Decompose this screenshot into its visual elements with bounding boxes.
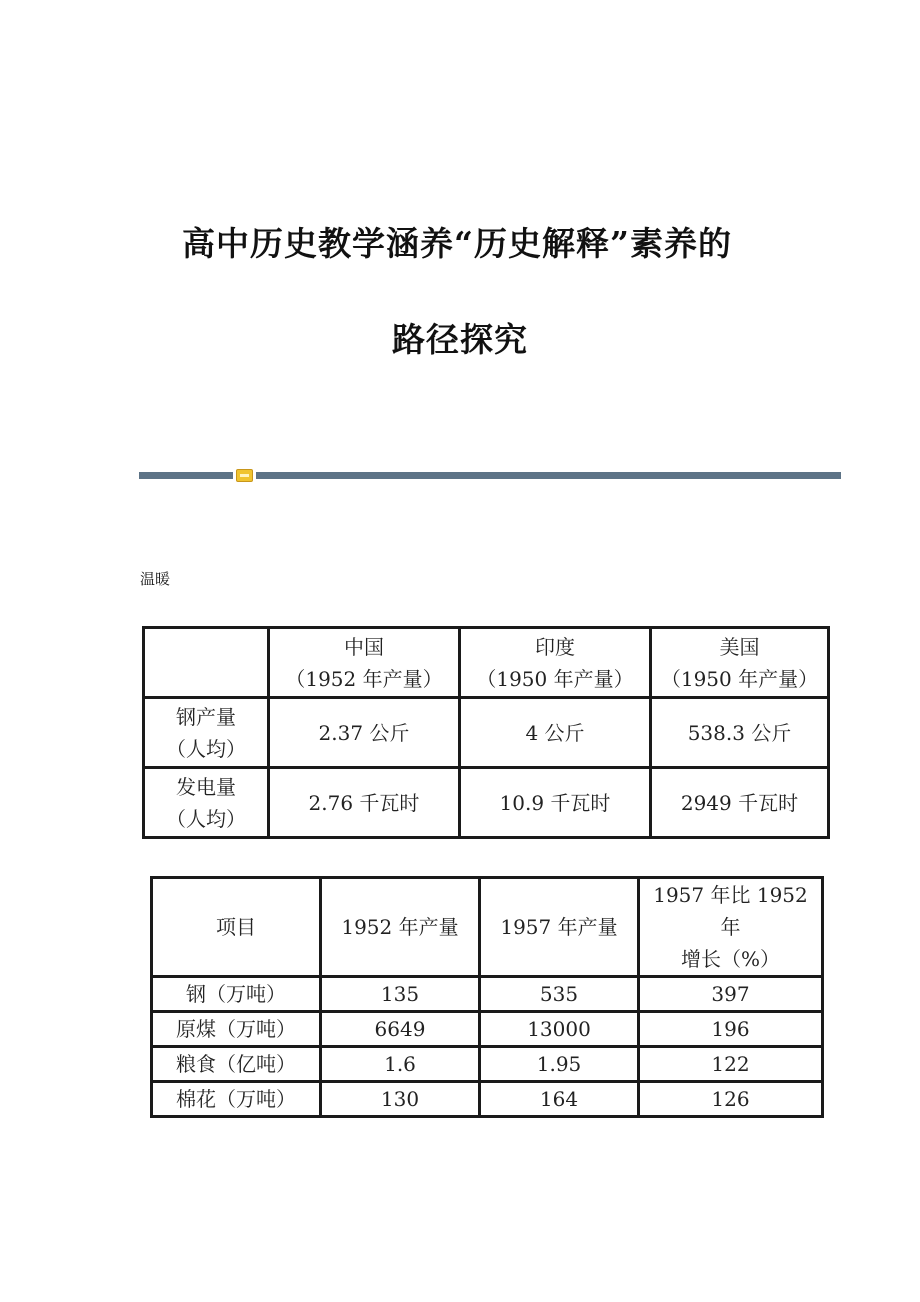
table-cell: 6649 <box>321 1012 480 1047</box>
table-cell: 钢（万吨） <box>152 977 321 1012</box>
table-row <box>152 1012 823 1047</box>
table-cell: 2.37 公斤 <box>269 698 460 768</box>
title-divider-left <box>139 472 233 479</box>
table-cell: 13000 <box>480 1012 639 1047</box>
table-header-cell: 1957 年产量 <box>480 878 639 977</box>
table-cell: 538.3 公斤 <box>651 698 829 768</box>
table-cell: 122 <box>639 1047 823 1082</box>
title-divider-right <box>256 472 841 479</box>
table-cell: 粮食（亿吨） <box>152 1047 321 1082</box>
table-header-row <box>152 878 823 977</box>
table-cell: 棉花（万吨） <box>152 1082 321 1117</box>
table-cell: 130 <box>321 1082 480 1117</box>
table-header-cell: 项目 <box>152 878 321 977</box>
table-cell: 发电量 （人均） <box>144 768 269 838</box>
table-cell: 535 <box>480 977 639 1012</box>
table-row <box>144 768 829 838</box>
table-cell: 钢产量 （人均） <box>144 698 269 768</box>
table-cell: 2.76 千瓦时 <box>269 768 460 838</box>
table-cell: 2949 千瓦时 <box>651 768 829 838</box>
table-cell: 1.95 <box>480 1047 639 1082</box>
table-header-cell: 1957 年比 1952 年 增长（%） <box>639 878 823 977</box>
table-cell: 10.9 千瓦时 <box>460 768 651 838</box>
author-name: 温暖 <box>140 570 171 588</box>
table-cell: 126 <box>639 1082 823 1117</box>
table-cell: 397 <box>639 977 823 1012</box>
table-cell: 135 <box>321 977 480 1012</box>
per-capita-comparison-table <box>142 626 830 839</box>
table-header-cell: 1952 年产量 <box>321 878 480 977</box>
table-row <box>152 1082 823 1117</box>
table-row <box>144 698 829 768</box>
table-cell: 原煤（万吨） <box>152 1012 321 1047</box>
table-cell: 4 公斤 <box>460 698 651 768</box>
table-header-cell: 印度 （1950 年产量） <box>460 628 651 698</box>
table-header-cell: 中国 （1952 年产量） <box>269 628 460 698</box>
envelope-icon <box>236 469 253 482</box>
production-growth-table <box>150 876 824 1118</box>
document-title-line-2: 路径探究 <box>392 320 528 359</box>
table-cell: 1.6 <box>321 1047 480 1082</box>
table-header-cell: 美国 （1950 年产量） <box>651 628 829 698</box>
table-header-cell <box>144 628 269 698</box>
document-title-line-1: 高中历史教学涵养“历史解释”素养的 <box>182 224 732 263</box>
table-cell: 196 <box>639 1012 823 1047</box>
table-row <box>152 977 823 1012</box>
table-row <box>152 1047 823 1082</box>
table-header-row <box>144 628 829 698</box>
table-cell: 164 <box>480 1082 639 1117</box>
